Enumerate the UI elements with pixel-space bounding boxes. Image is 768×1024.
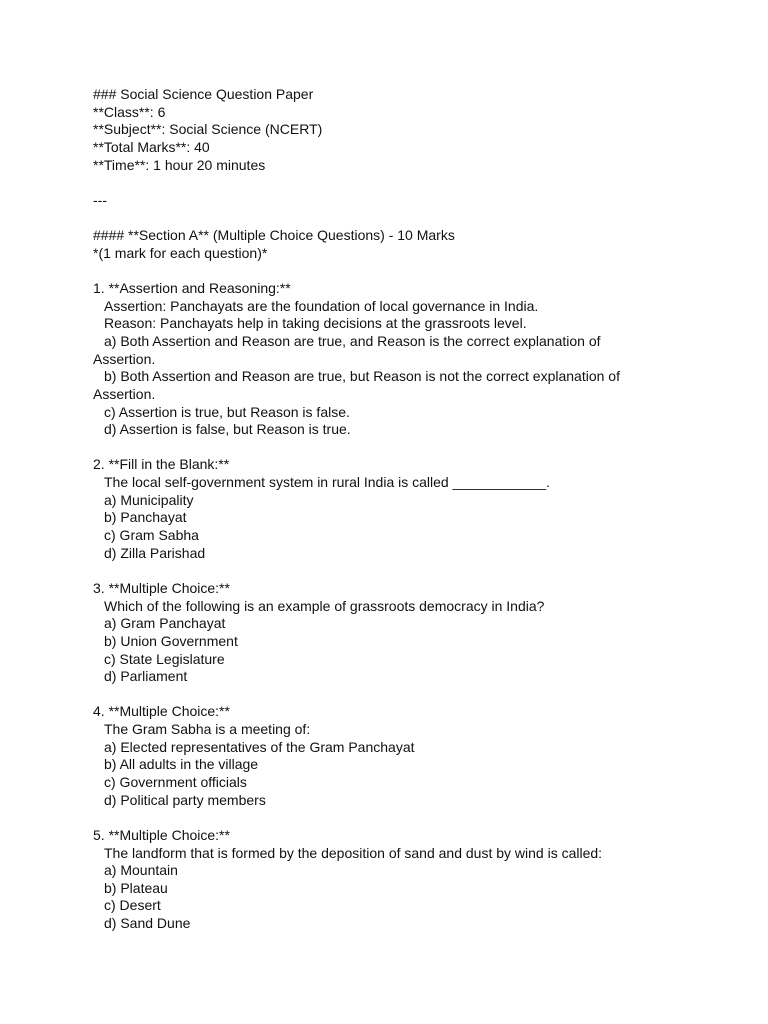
option-d: d) Political party members [104, 791, 266, 808]
option-b: b) Union Government [104, 632, 238, 649]
question-text: The landform that is formed by the deposition of sand and dust by wind is called: [104, 844, 603, 861]
option-d: d) Sand Dune [104, 915, 191, 932]
option-a: a) Both Assertion and Reason are true, and Reason is the correct explanation of [104, 332, 601, 349]
option-b: b) Panchayat [104, 509, 187, 526]
question-title: 4. **Multiple Choice:** [93, 703, 230, 720]
spacer [93, 174, 733, 192]
option-c: c) State Legislature [104, 650, 225, 667]
question-title: 3. **Multiple Choice:** [93, 579, 230, 596]
question-text: The local self-government system in rural India is called ____________. [104, 474, 550, 491]
option-b: b) Plateau [104, 879, 168, 896]
subject-line: **Subject**: Social Science (NCERT) [93, 121, 323, 138]
question-title: 5. **Multiple Choice:** [93, 826, 230, 843]
option-b-continuation: Assertion. [93, 385, 156, 402]
option-a: a) Mountain [104, 862, 178, 879]
question-title: 1. **Assertion and Reasoning:** [93, 280, 291, 297]
section-a-note: *(1 mark for each question)* [93, 244, 268, 261]
question-3 [93, 580, 733, 686]
spacer [93, 809, 733, 827]
option-c: c) Gram Sabha [104, 527, 199, 544]
spacer [93, 262, 733, 280]
time-line: **Time**: 1 hour 20 minutes [93, 156, 266, 173]
option-b: b) All adults in the village [104, 756, 259, 773]
question-text: Reason: Panchayats help in taking decisions at the grassroots level. [104, 315, 527, 332]
option-d: d) Zilla Parishad [104, 544, 206, 561]
question-title: 2. **Fill in the Blank:** [93, 456, 230, 473]
question-1 [93, 280, 733, 439]
spacer [93, 209, 733, 227]
option-a: a) Municipality [104, 491, 194, 508]
question-text: Which of the following is an example of grassroots democracy in India? [104, 597, 545, 614]
section-a-heading: #### **Section A** (Multiple Choice Questions) - 10 Marks [93, 227, 455, 244]
option-a: a) Gram Panchayat [104, 615, 226, 632]
spacer [93, 562, 733, 580]
question-4 [93, 703, 733, 809]
spacer [93, 439, 733, 457]
spacer [93, 686, 733, 704]
option-d: d) Assertion is false, but Reason is true. [104, 421, 351, 438]
option-a-continuation: Assertion. [93, 350, 156, 367]
option-c: c) Government officials [104, 773, 247, 790]
question-paper-document [93, 86, 733, 933]
total-marks-line: **Total Marks**: 40 [93, 138, 210, 155]
paper-title: ### Social Science Question Paper [93, 86, 314, 102]
question-2 [93, 456, 733, 562]
question-5 [93, 827, 733, 933]
separator-line: --- [93, 191, 107, 208]
question-text: The Gram Sabha is a meeting of: [104, 721, 311, 738]
option-c: c) Assertion is true, but Reason is false. [104, 403, 350, 420]
option-b: b) Both Assertion and Reason are true, but Reason is not the correct explanation of [104, 368, 620, 385]
option-c: c) Desert [104, 897, 161, 914]
option-d: d) Parliament [104, 668, 188, 685]
question-text: Assertion: Panchayats are the foundation of local governance in India. [104, 297, 539, 314]
option-a: a) Elected representatives of the Gram Panchayat [104, 738, 415, 755]
class-line: **Class**: 6 [93, 103, 166, 120]
